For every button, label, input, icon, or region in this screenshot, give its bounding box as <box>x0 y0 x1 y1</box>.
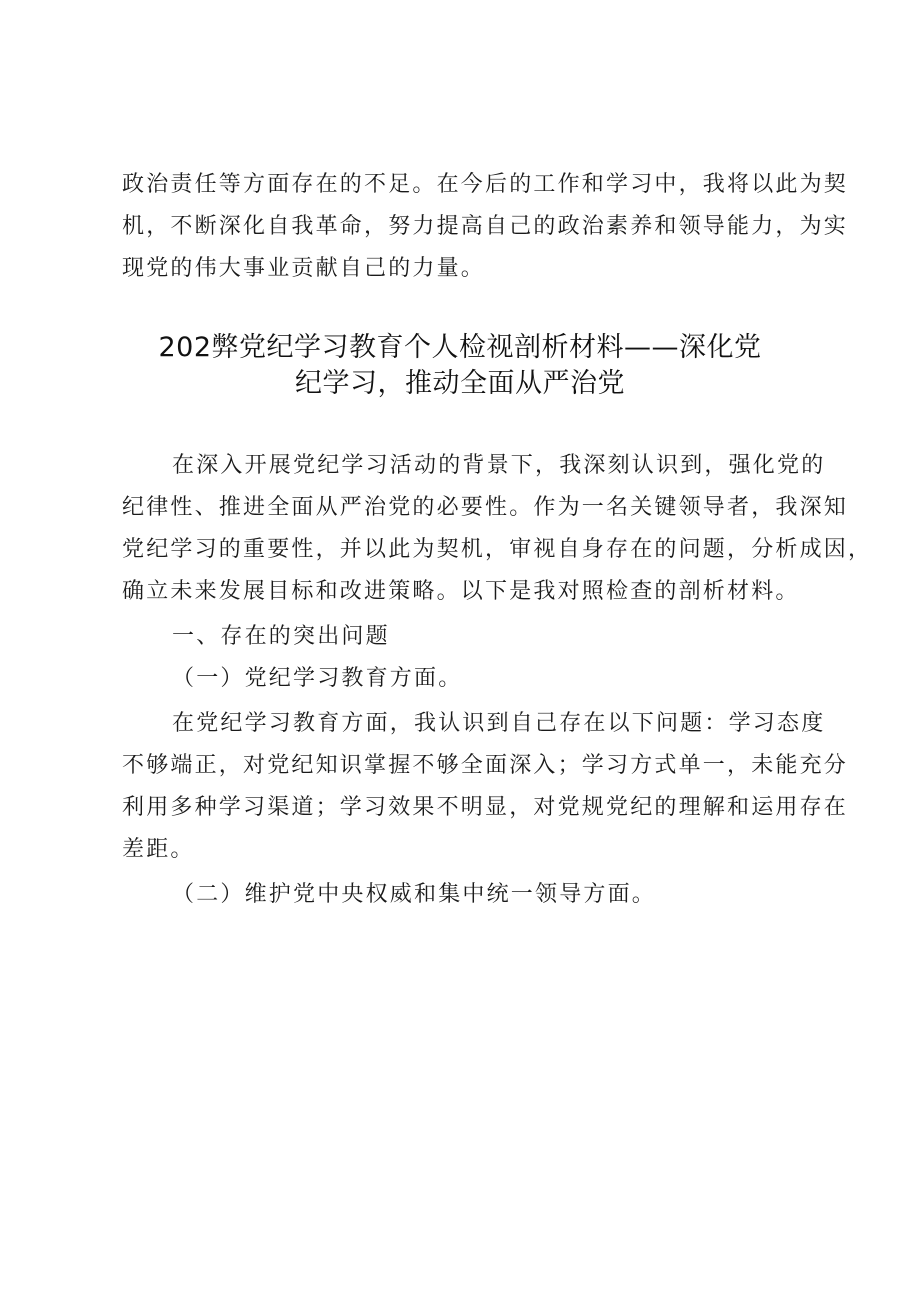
document-title-line-1: 202弊党纪学习教育个人检视剖析材料——深化党 <box>158 332 762 363</box>
subsection-heading-1: （一）党纪学习教育方面。 <box>172 666 463 691</box>
body-line-2: 纪律性、推进全面从严治党的必要性。作为一名关键领导者，我深知 <box>122 495 849 520</box>
document-title-line-2: 纪学习，推动全面从严治党 <box>295 368 625 399</box>
body-line-4: 确立未来发展目标和改进策略。以下是我对照检查的剖析材料。 <box>122 579 800 604</box>
body-line-3: 党纪学习的重要性，并以此为契机，审视自身存在的问题，分析成因， <box>122 537 873 562</box>
intro-line-3: 现党的伟大事业贡献自己的力量。 <box>122 256 486 281</box>
body-line-6: 不够端正，对党纪知识掌握不够全面深入；学习方式单一，未能充分 <box>122 753 849 778</box>
body-line-8: 差距。 <box>122 837 195 862</box>
body-line-7: 利用多种学习渠道；学习效果不明显，对党规党纪的理解和运用存在 <box>122 795 849 820</box>
intro-line-2: 机，不断深化自我革命，努力提高自己的政治素养和领导能力，为实 <box>122 214 849 239</box>
section-heading-1: 一、存在的突出问题 <box>172 624 390 649</box>
intro-line-1: 政治责任等方面存在的不足。在今后的工作和学习中，我将以此为契 <box>122 172 849 197</box>
subsection-heading-2: （二）维护党中央权威和集中统一领导方面。 <box>172 882 657 907</box>
body-line-5: 在党纪学习教育方面，我认识到自己存在以下问题：学习态度 <box>172 711 826 736</box>
body-line-1: 在深入开展党纪学习活动的背景下，我深刻认识到，强化党的 <box>172 453 826 478</box>
